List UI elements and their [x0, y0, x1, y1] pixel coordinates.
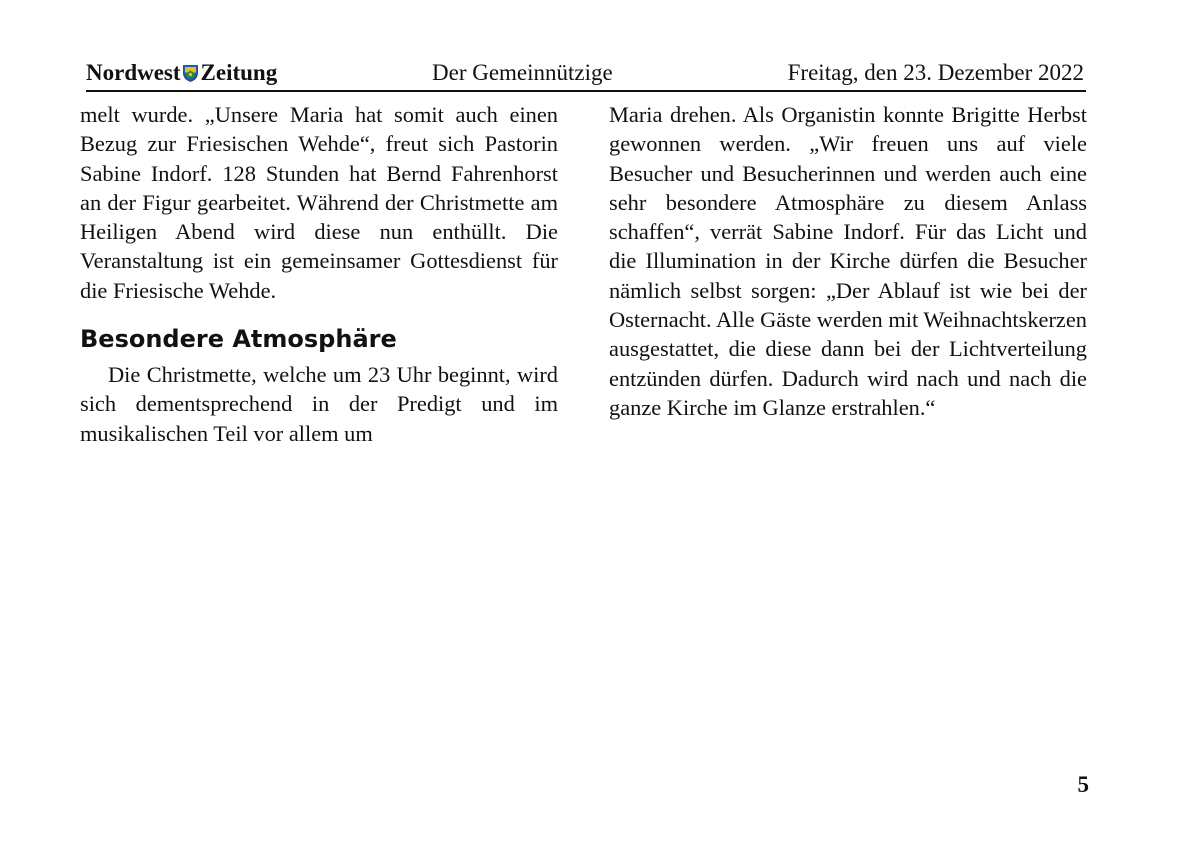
- article-paragraph: Maria drehen. Als Organistin konnte Brigitte Herbst gewonnen werden. „Wir freuen uns auf viele Besucher und Besucherinnen und werden auch eine sehr besondere Atmosphäre zu diesem Anlass schaffen“, verrät Sabine Indorf. Für das Licht und die Illumination in der Kirche dürfen die Besucher nämlich selbst sorgen: „Der Ablauf ist wie bei der Osternacht. Alle Gäste werden mit Weihnachtskerzen ausgestattet, die diese dann bei der Lichtverteilung entzünden dürfen. Dadurch wird nach und nach die ganze Kirche im Glanze erstrahlen.“: [609, 102, 1087, 420]
- coat-of-arms-icon: [183, 65, 198, 82]
- article-subheading: Besondere Atmosphäre: [80, 325, 397, 354]
- article-paragraph: Die Christmette, welche um 23 Uhr beginnt, wird sich dementsprechend in der Predigt und im musikalischen Teil vor allem um: [80, 362, 558, 446]
- masthead-left-word: Nordwest: [86, 60, 181, 85]
- masthead: [86, 58, 277, 88]
- page-header: [86, 58, 1086, 92]
- issue-date: Freitag, den 23. Dezember 2022: [787, 60, 1084, 85]
- article-paragraph: melt wurde. „Unsere Maria hat somit auch einen Bezug zur Friesischen Wehde“, freut sich Pastorin Sabine Indorf. 128 Stunden hat Bernd Fahrenhorst an der Figur gearbeitet. Während der Christmette am Heiligen Abend wird diese nun enthüllt. Die Veranstaltung ist ein gemeinsamer Gottesdienst für die Friesische Wehde.: [80, 102, 558, 303]
- section-name: Der Gemeinnützige: [432, 60, 613, 85]
- masthead-right-word: Zeitung: [200, 60, 278, 85]
- article-column-left: [80, 100, 558, 448]
- article-column-right: [609, 100, 1087, 422]
- page-number: 5: [1077, 772, 1089, 797]
